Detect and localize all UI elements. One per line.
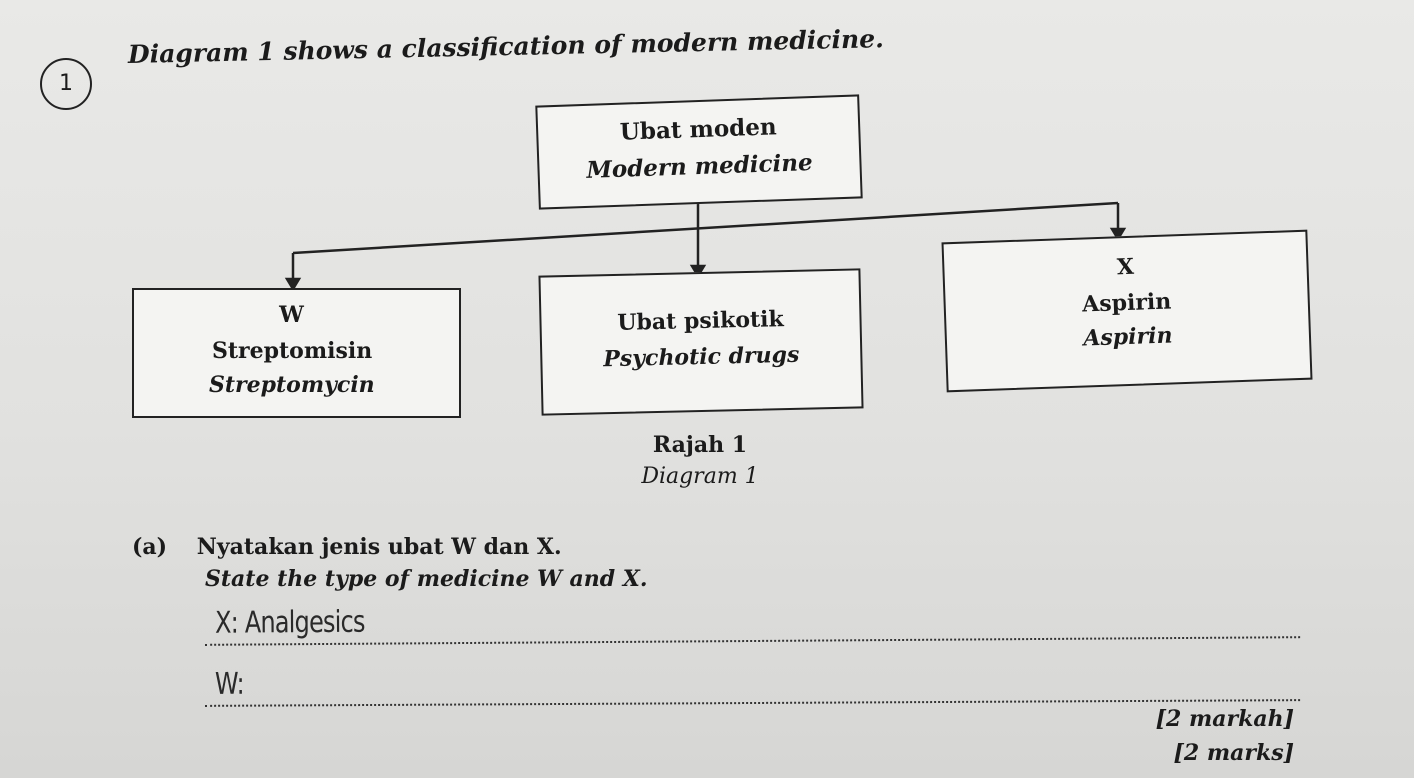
question-a-prompt-my: Nyatakan jenis ubat W dan X. [196, 534, 562, 560]
caption-en: Diagram 1 [641, 464, 759, 489]
marks-my: [2 markah] [1155, 706, 1294, 732]
question-a-text-en: State the type of medicine W and X. [205, 566, 648, 592]
caption-my: Rajah 1 [652, 432, 748, 458]
middle-box [538, 268, 863, 415]
w-box [132, 288, 461, 418]
x-name-en: Aspirin [1082, 322, 1173, 352]
middle-label-my: Ubat psikotik [617, 306, 785, 336]
root-label-my: Ubat moden [619, 113, 778, 146]
question-number-circle: 1 [40, 58, 92, 110]
root-label-en: Modern medicine [585, 149, 814, 184]
marks-en: [2 marks] [1173, 740, 1294, 766]
answer-w-handwriting: W: [214, 666, 244, 702]
question-intro: Diagram 1 shows a classification of modern medicine. [127, 24, 885, 69]
answer-x-handwriting: X: Analgesics [214, 604, 365, 641]
w-name-my: Streptomisin [212, 338, 373, 364]
middle-label-en: Psychotic drugs [603, 341, 800, 373]
answer-line-w[interactable] [205, 657, 1300, 707]
w-name-en: Streptomycin [209, 372, 375, 398]
x-label: X [1116, 253, 1135, 281]
question-a-part: (a) [132, 534, 168, 560]
answer-line-x[interactable] [205, 594, 1300, 646]
x-name-my: Aspirin [1081, 288, 1172, 318]
question-a-text-my [132, 534, 562, 560]
root-box [535, 94, 862, 209]
x-box [941, 230, 1312, 393]
w-label: W [279, 302, 304, 328]
